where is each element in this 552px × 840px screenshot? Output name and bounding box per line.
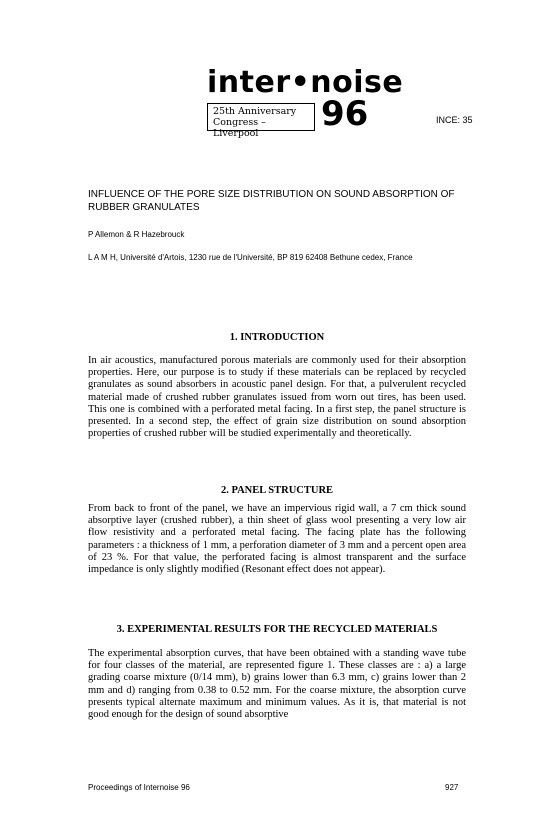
section-heading-panel-structure: 2. PANEL STRUCTURE	[220, 485, 334, 496]
logo-box-line1: 25th Anniversary	[213, 106, 297, 117]
logo-anniversary-box	[207, 103, 315, 139]
logo-wordmark: inter•noise	[207, 65, 404, 100]
paper-code: INCE: 35	[436, 115, 473, 125]
page-number: 927	[445, 783, 459, 792]
paper-title: INFLUENCE OF THE PORE SIZE DISTRIBUTION ON SOUND ABSORPTION OF RUBBER GRANULATES	[88, 189, 455, 213]
authors: P Allemon & R Hazebrouck	[88, 230, 185, 239]
section-body-introduction: In air acoustics, manufactured porous materials are commonly used for their absorption properties. Here, our purpose is to study if these materials can be replaced by recycled granulates as sound absorbers in acoustic panel design. For that, a pulverulent recycled material made of crushed rubber granulates issued from worn out tires, has been used. This one is combined with a perforated metal facing. In a first step, the panel structure is presented. In a second step, the effect of grain size distribution on sound absorption properties of crushed rubber will be studied experimentally and theoretically.	[88, 355, 466, 440]
section-body-panel-structure: From back to front of the panel, we have an impervious rigid wall, a 7 cm thick sound absorptive layer (crushed rubber), a thin sheet of glass wool presenting a very low air flow resistivity and a perforated metal facing. The facing plate has the following parameters : a thickness of 1 mm, a perforation diameter of 3 mm and a percent open area of 23 %. For that value, the perforated facing is almost transparent and the surface impedance is only slightly modified (Resonant effect does not appear).	[88, 503, 466, 576]
logo-year: 96	[321, 94, 369, 134]
conference-logo	[205, 65, 404, 139]
section-body-experimental-results: The experimental absorption curves, that have been obtained with a standing wave tube for four classes of the material, are represented figure 1. These classes are : a) a large grading coarse mixture (0/14 mm), b) grains lower than 6.3 mm, c) grains lower than 2 mm and d) ranging from 0.38 to 0.52 mm. For the coarse mixture, the absorption curve presents typical alternate maximum and minimum values. As it is, that material is not good enough for the design of sound absorptive	[88, 648, 466, 721]
logo-box-line2: Congress – Liverpool	[213, 117, 266, 139]
section-heading-experimental-results: 3. EXPERIMENTAL RESULTS FOR THE RECYCLED MATERIALS	[116, 624, 438, 635]
affiliation: L A M H, Université d'Artois, 1230 rue de l'Université, BP 819 62408 Bethune cedex, France	[88, 253, 413, 262]
section-heading-introduction: 1. INTRODUCTION	[229, 332, 325, 343]
footer-proceedings: Proceedings of Internoise 96	[88, 783, 190, 792]
